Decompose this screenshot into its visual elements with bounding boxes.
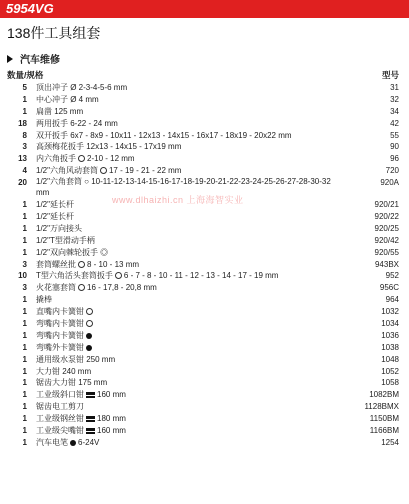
- item-description-text: 顶出冲子 Ø 2-3-4-5-6 mm: [36, 83, 128, 92]
- item-quantity: 4: [22, 166, 27, 176]
- item-model-number: 32: [390, 94, 399, 104]
- item-quantity: 3: [22, 283, 27, 293]
- item-description-text: 1/2"双向棘轮扳手 ◎: [36, 247, 109, 257]
- list-item: [0, 223, 409, 235]
- item-description: [36, 425, 126, 437]
- bars-symbol-icon: [86, 428, 95, 434]
- item-description-text: 中心冲子 Ø 4 mm: [36, 94, 99, 104]
- item-model-number: 90: [390, 142, 399, 152]
- item-model-number: 920/21: [374, 200, 399, 210]
- item-description-text: 高颈梅花扳手 12x13 - 14x15 - 17x19 mm: [36, 142, 182, 152]
- list-item: [0, 211, 409, 223]
- item-description: [36, 330, 94, 342]
- item-quantity: 1: [22, 366, 27, 376]
- item-description: [36, 389, 126, 401]
- item-quantity: 1: [22, 247, 27, 257]
- item-spec: 8 - 10 - 13 mm: [87, 259, 140, 269]
- item-model-number: 1082BM: [369, 390, 399, 400]
- item-quantity: 8: [22, 130, 27, 140]
- item-model-number: 1032: [381, 307, 399, 317]
- item-model-number: 1150BM: [369, 414, 399, 424]
- item-quantity: 1: [22, 94, 27, 104]
- item-description-text: 直嘴内卡簧钳: [36, 307, 84, 317]
- item-model-number: 952: [385, 271, 399, 281]
- item-description: [36, 118, 118, 130]
- item-description-text: 火花塞套筒: [36, 283, 76, 293]
- item-description: [36, 270, 278, 282]
- item-model-number: 55: [390, 130, 399, 140]
- item-quantity: 1: [22, 319, 27, 329]
- list-item: [0, 401, 409, 413]
- item-model-number: 920A: [380, 178, 399, 188]
- item-model-number: 1128BMX: [364, 402, 399, 412]
- item-model-number: 42: [390, 118, 399, 128]
- item-description-text: 双开扳手 6x7 - 8x9 - 10x11 - 12x13 - 14x15 - 16x17 - 18x19 - 20x22 mm: [36, 130, 292, 140]
- item-description: [36, 354, 115, 366]
- list-item: [0, 141, 409, 153]
- item-quantity: 10: [18, 271, 27, 281]
- item-description: [36, 247, 108, 259]
- item-description: [36, 223, 82, 235]
- item-description: [36, 141, 181, 153]
- section-label: 汽车维修: [20, 55, 60, 66]
- list-item: [0, 413, 409, 425]
- list-item: [0, 270, 409, 282]
- list-item: [0, 259, 409, 271]
- item-description: [36, 259, 139, 271]
- ring-symbol-icon: [78, 261, 85, 268]
- item-quantity: 1: [22, 342, 27, 352]
- ring-symbol-icon: [78, 284, 85, 291]
- item-spec: 160 mm: [97, 390, 126, 400]
- item-description-text: 1/2"延长杆: [36, 200, 74, 210]
- item-model-number: 31: [390, 83, 399, 92]
- item-model-number: 96: [390, 154, 399, 164]
- item-model-number: 943BX: [374, 259, 399, 269]
- item-description-text: 工业级斜口钳: [36, 390, 84, 400]
- item-quantity: 13: [18, 154, 27, 164]
- item-description: [36, 165, 181, 177]
- item-quantity: 3: [22, 142, 27, 152]
- item-quantity: 1: [22, 307, 27, 317]
- item-description: [36, 377, 107, 389]
- item-description: [36, 199, 74, 211]
- item-quantity: 1: [22, 106, 27, 116]
- item-model-number: 920/22: [374, 212, 399, 222]
- item-description: [36, 342, 94, 354]
- item-spec: 2-10 - 12 mm: [87, 154, 135, 164]
- item-quantity: 1: [22, 295, 27, 305]
- column-header-model: 型号: [381, 70, 399, 80]
- item-spec: 17 - 19 - 21 - 22 mm: [108, 166, 182, 176]
- item-description: [36, 282, 157, 294]
- item-description-text: 弯嘴外卡簧钳: [36, 342, 84, 352]
- item-model-number: 1036: [381, 330, 399, 340]
- list-item: [0, 247, 409, 259]
- item-description: [36, 318, 95, 330]
- section-heading: [7, 51, 60, 66]
- list-item: [0, 437, 409, 449]
- item-description-text: 1/2"六角风动套筒: [36, 166, 98, 176]
- item-quantity: 1: [22, 354, 27, 364]
- list-item: [0, 377, 409, 389]
- item-description-text: 锯齿电工剪刀: [36, 402, 84, 412]
- item-model-number: 720: [385, 166, 399, 176]
- item-model-number: 1166BM: [369, 426, 399, 436]
- item-quantity: 1: [22, 223, 27, 233]
- item-description: [36, 437, 99, 449]
- list-item: [0, 342, 409, 354]
- ring-symbol-icon: [115, 272, 122, 279]
- item-description: [36, 294, 52, 306]
- list-item: [0, 366, 409, 378]
- item-description-text: 汽车电笔: [36, 437, 68, 447]
- item-description-text: 1/2"延长杆: [36, 212, 74, 222]
- item-spec: 6-24V: [78, 437, 100, 447]
- item-model-number: 1058: [381, 378, 399, 388]
- list-item: [0, 330, 409, 342]
- item-model-number: 920/42: [374, 235, 399, 245]
- item-description-text: 工业级尖嘴钳: [36, 426, 84, 436]
- item-description: [36, 306, 95, 318]
- item-model-number: 964: [385, 295, 399, 305]
- list-item: [0, 153, 409, 165]
- item-description: [36, 401, 84, 413]
- item-model-number: 920/55: [374, 247, 399, 257]
- bars-symbol-icon: [86, 392, 95, 398]
- list-item: [0, 389, 409, 401]
- item-description: [36, 211, 74, 223]
- item-quantity: 5: [22, 83, 27, 92]
- item-description: [36, 153, 135, 165]
- item-description: [36, 130, 292, 142]
- item-description-text: 大力钳 240 mm: [36, 366, 92, 376]
- item-quantity: 1: [22, 390, 27, 400]
- item-quantity: 1: [22, 378, 27, 388]
- parts-list: [0, 82, 409, 449]
- list-item: [0, 318, 409, 330]
- item-description-text: T型六角活头套筒扳手: [36, 271, 113, 281]
- dot-symbol-icon: [70, 440, 76, 446]
- item-description: [36, 235, 95, 247]
- item-model-number: 34: [390, 106, 399, 116]
- item-description: [36, 82, 127, 94]
- item-quantity: 1: [22, 437, 27, 447]
- item-model-number: 1048: [381, 354, 399, 364]
- item-description-text: 工业级钢丝钳: [36, 414, 84, 424]
- header-bar: [0, 0, 409, 18]
- item-model-number: 920/25: [374, 223, 399, 233]
- page-title: 138件工具组套: [7, 25, 101, 41]
- item-description-text: 1/2"六角套筒 ○ 10-11-12-13-14-15-16-17-18-19-20-21-22-23-24-25-26-27-28-30-32 mm: [36, 177, 331, 197]
- list-item: [0, 130, 409, 142]
- item-description: [36, 366, 91, 378]
- item-description-text: 锯齿大力钳 175 mm: [36, 378, 108, 388]
- item-description: [36, 106, 83, 118]
- item-quantity: 1: [22, 402, 27, 412]
- model-number: 5954VG: [6, 1, 54, 16]
- item-model-number: 1038: [381, 342, 399, 352]
- list-item: [0, 94, 409, 106]
- item-spec: 6 - 7 - 8 - 10 - 11 - 12 - 13 - 14 - 17 - 19 mm: [123, 271, 279, 281]
- dot-symbol-icon: [86, 333, 92, 339]
- ring-symbol-icon: [78, 155, 85, 162]
- item-description-text: 1/2"T型滑动手柄: [36, 235, 95, 245]
- list-item: [0, 294, 409, 306]
- item-quantity: 1: [22, 330, 27, 340]
- item-description-text: 套筒螺丝批: [36, 259, 76, 269]
- item-quantity: 1: [22, 414, 27, 424]
- item-description-text: 撬棒: [36, 295, 52, 305]
- ring-symbol-icon: [86, 308, 93, 315]
- item-description-text: 两用扳手 6-22 - 24 mm: [36, 118, 118, 128]
- list-item: [0, 165, 409, 177]
- list-item: [0, 425, 409, 437]
- list-item: [0, 106, 409, 118]
- item-description-text: 弯嘴内卡簧钳: [36, 319, 84, 329]
- item-model-number: 956C: [379, 283, 399, 293]
- watermark: www.dlhaizhi.cn 上海海智实业: [112, 195, 244, 205]
- column-header-qty: 数量/规格: [7, 70, 44, 80]
- item-quantity: 1: [22, 212, 27, 222]
- item-model-number: 1052: [381, 366, 399, 376]
- list-item: [0, 118, 409, 130]
- item-quantity: 20: [18, 178, 27, 188]
- list-item: [0, 235, 409, 247]
- item-description: [36, 94, 99, 106]
- item-description-text: 弯嘴内卡簧钳: [36, 330, 84, 340]
- item-quantity: 1: [22, 235, 27, 245]
- triangle-icon: [7, 55, 13, 63]
- item-quantity: 18: [18, 118, 27, 128]
- item-description-text: 内六角扳手: [36, 154, 76, 164]
- list-item: [0, 306, 409, 318]
- item-quantity: 3: [22, 259, 27, 269]
- item-description-text: 通用级水泵钳 250 mm: [36, 354, 116, 364]
- item-model-number: 1254: [381, 437, 399, 447]
- item-spec: 16 - 17,8 - 20,8 mm: [87, 283, 157, 293]
- item-model-number: 1034: [381, 319, 399, 329]
- dot-symbol-icon: [86, 345, 92, 351]
- item-quantity: 1: [22, 200, 27, 210]
- list-item: [0, 282, 409, 294]
- item-spec: 160 mm: [97, 426, 126, 436]
- list-item: [0, 354, 409, 366]
- item-description: [36, 413, 126, 425]
- bars-symbol-icon: [86, 416, 95, 422]
- item-quantity: 1: [22, 426, 27, 436]
- list-item: [0, 82, 409, 94]
- ring-symbol-icon: [86, 320, 93, 327]
- ring-symbol-icon: [100, 167, 107, 174]
- item-description-text: 1/2"万向接头: [36, 223, 82, 233]
- item-spec: 180 mm: [97, 414, 126, 424]
- item-description-text: 扁凿 125 mm: [36, 106, 84, 116]
